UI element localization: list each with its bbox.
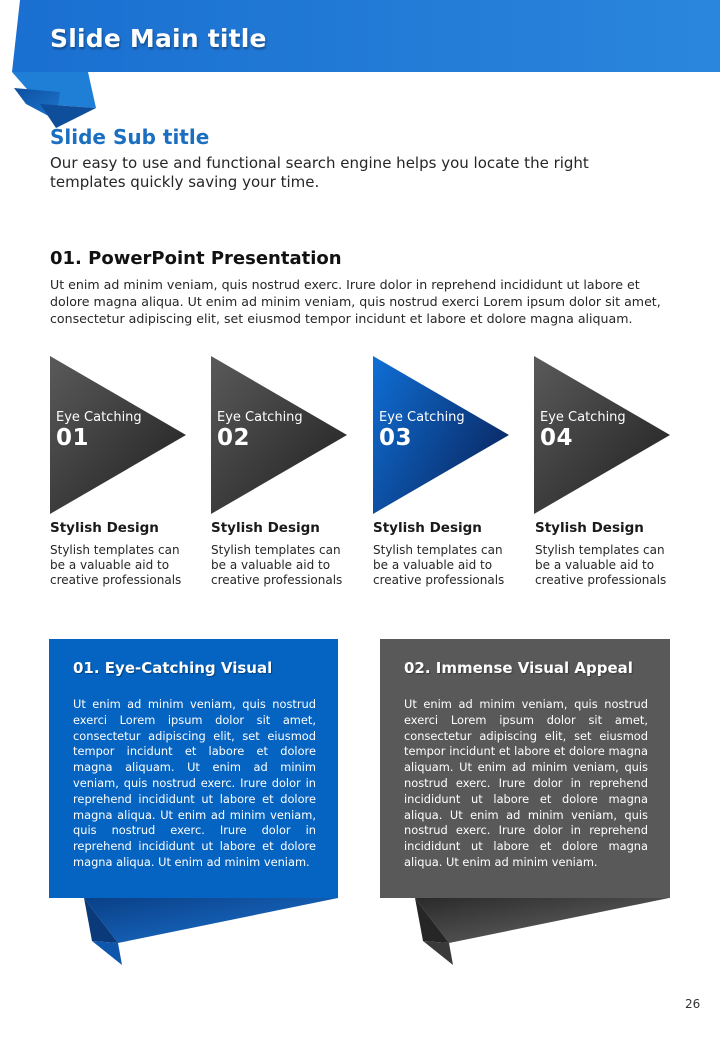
feature-desc-4: Stylish templates can be a valuable aid to creative professionals bbox=[535, 543, 667, 587]
feature-title-4: Stylish Design bbox=[535, 520, 644, 536]
triangle-label: Eye Catching bbox=[56, 410, 142, 425]
box-title: 02. Immense Visual Appeal bbox=[404, 659, 633, 677]
triangle-card-1 bbox=[50, 356, 186, 514]
slide-main-title: Slide Main title bbox=[50, 24, 267, 53]
info-box-gray bbox=[380, 639, 670, 898]
triangle-card-4 bbox=[534, 356, 670, 514]
box-title: 01. Eye-Catching Visual bbox=[73, 659, 273, 677]
triangle-label: Eye Catching bbox=[540, 410, 626, 425]
intro-text: Our easy to use and functional search engine helps you locate the right templates quickly saving your time. bbox=[50, 154, 589, 191]
triangle-label: Eye Catching bbox=[217, 410, 303, 425]
triangle-number: 03 bbox=[379, 425, 413, 451]
triangle-number: 04 bbox=[540, 425, 574, 451]
section-body: Ut enim ad minim veniam, quis nostrud exerc. Irure dolor in reprehend incididunt ut labore et dolore magna aliqua. Ut enim ad minim veniam, quis nostrud exerci Lorem ipsum dolor sit amet, consectetur adipiscing elit, set eiusmod tempor incidunt et labore et dolore magna aliquam. bbox=[50, 277, 661, 326]
triangle-number: 02 bbox=[217, 425, 251, 451]
slide-sub-title: Slide Sub title bbox=[50, 125, 210, 149]
header-banner bbox=[0, 0, 720, 130]
feature-desc-1: Stylish templates can be a valuable aid to creative professionals bbox=[50, 543, 182, 587]
triangle-label: Eye Catching bbox=[379, 410, 465, 425]
info-box-blue bbox=[49, 639, 338, 898]
box-body: Ut enim ad minim veniam, quis nostrud exerci Lorem ipsum dolor sit amet, consectetur adipiscing elit, set eiusmod tempor incidunt et labore et dolore magna aliquam. Ut enim ad minim veniam, quis nostrud exerc. Irure dolor in reprehend incididunt ut labore et dolore magna aliqua. Ut enim ad minim veniam, quis nostrud exerc. Irure dolor in reprehend incididunt ut labore et dolore magna aliqua. Ut enim ad minim veniam. bbox=[404, 697, 648, 869]
feature-desc-2: Stylish templates can be a valuable aid to creative professionals bbox=[211, 543, 343, 587]
feature-title-1: Stylish Design bbox=[50, 520, 159, 536]
box-body: Ut enim ad minim veniam, quis nostrud exerci Lorem ipsum dolor sit amet, consectetur adipiscing elit, set eiusmod tempor incidunt et labore et dolore magna aliquam. Ut enim ad minim veniam, quis nostrud exerc. Irure dolor in reprehend incididunt ut labore et dolore magna aliqua. Ut enim ad minim veniam, quis nostrud exerc. Irure dolor in reprehend incididunt ut labore et dolore magna aliqua. Ut enim ad minim veniam. bbox=[73, 697, 316, 869]
section-heading: 01. PowerPoint Presentation bbox=[50, 248, 342, 269]
feature-title-2: Stylish Design bbox=[211, 520, 320, 536]
feature-desc-3: Stylish templates can be a valuable aid to creative professionals bbox=[373, 543, 505, 587]
feature-title-3: Stylish Design bbox=[373, 520, 482, 536]
ribbon-fold-blue bbox=[84, 895, 340, 967]
triangle-card-2 bbox=[211, 356, 347, 514]
page-number: 26 bbox=[685, 997, 701, 1011]
triangle-number: 01 bbox=[56, 425, 90, 451]
triangle-card-3 bbox=[373, 356, 509, 514]
ribbon-fold-gray bbox=[415, 895, 671, 967]
